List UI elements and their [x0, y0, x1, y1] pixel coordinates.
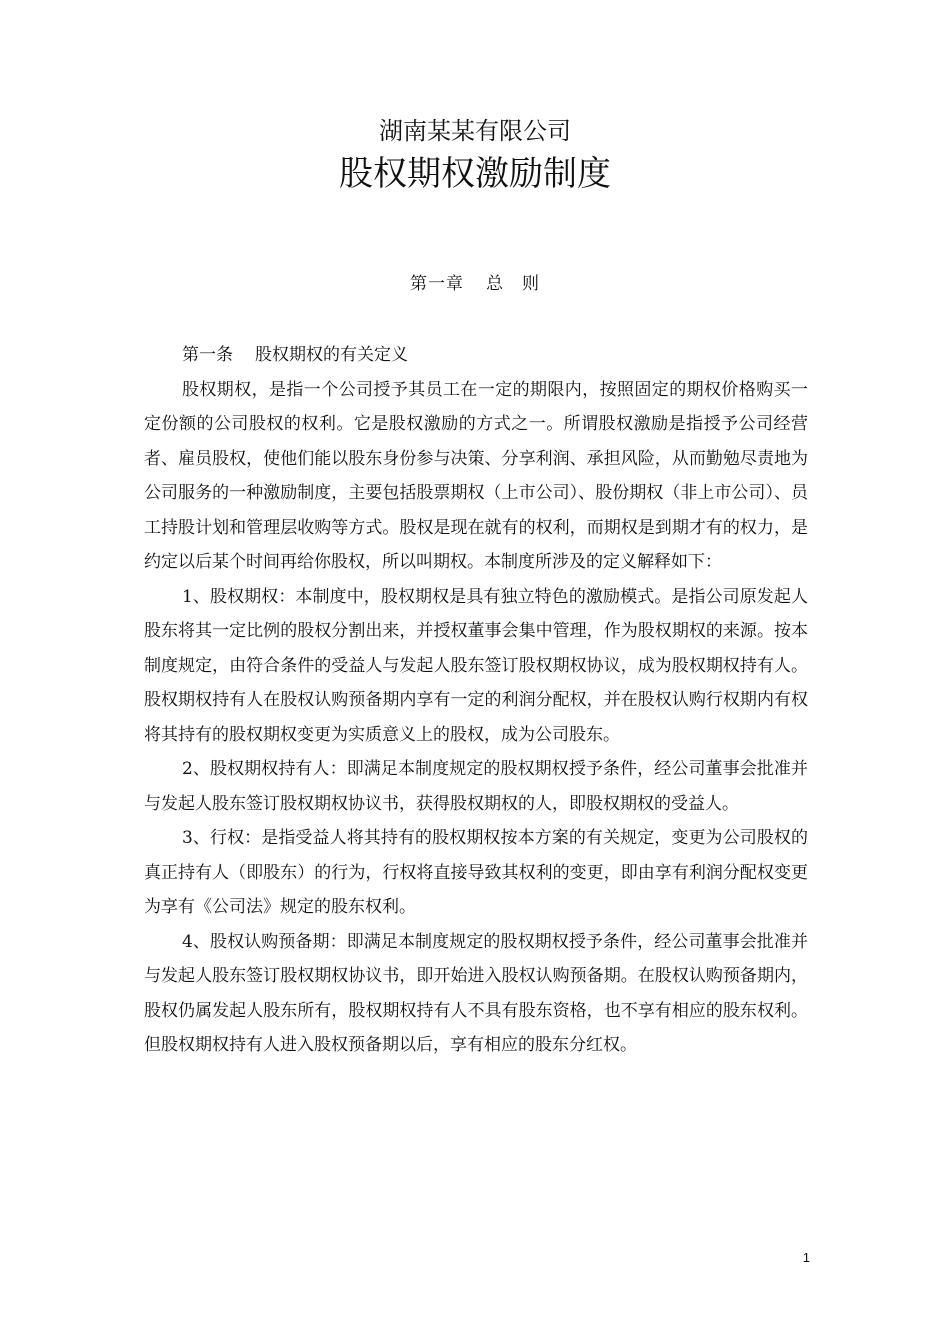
- paragraph-item-2: 2、股权期权持有人：即满足本制度规定的股权期权授予条件，经公司董事会批准并与发起人股东签订股权期权协议书，获得股权期权的人，即股权期权的受益人。: [144, 759, 808, 814]
- paragraph-item-1: 1、股权期权：本制度中，股权期权是具有独立特色的激励模式。是指公司原发起人股东将其一定比例的股权分割出来，并授权董事会集中管理，作为股权期权的来源。按本制度规定，由符合条件的受益人与发起人股东签订股权期权协议，成为股权期权持有人。股权期权持有人在股权认购预备期内享有一定的利润分配权，并在股权认购行权期内有权将其持有的股权期权变更为实质意义上的股权，成为公司股东。: [144, 586, 808, 745]
- document-body: [144, 338, 808, 1063]
- chapter-heading: [0, 270, 950, 298]
- document-title: 股权期权激励制度: [339, 154, 611, 194]
- paragraph-item-3: 3、行权：是指受益人将其持有的股权期权按本方案的有关规定，变更为公司股权的真正持有人（即股东）的行为，行权将直接导致其权利的变更，即由享有利润分配权变更为享有《公司法》规定的股东权利。: [144, 828, 808, 917]
- article-title: 股权期权的有关定义: [255, 345, 408, 365]
- chapter-name-part1: 总: [486, 274, 504, 294]
- company-name: 湖南某某有限公司: [379, 117, 571, 145]
- article-number: 第一条: [182, 345, 233, 365]
- paragraph-item-4: 4、股权认购预备期：即满足本制度规定的股权期权授予条件，经公司董事会批准并与发起人股东签订股权期权协议书，即开始进入股权认购预备期。在股权认购预备期内，股权仍属发起人股东所有，股权期权持有人不具有股东资格，也不享有相应的股东权利。但股权期权持有人进入股权预备期以后，享有相应的股东分红权。: [144, 931, 808, 1055]
- article-heading: [144, 338, 808, 373]
- page-number: 1: [802, 1250, 810, 1265]
- paragraph-definition: 股权期权，是指一个公司授予其员工在一定的期限内，按照固定的期权价格购买一定份额的公司股权的权利。它是股权激励的方式之一。所谓股权激励是指授予公司经营者、雇员股权，使他们能以股东身份参与决策、分享利润、承担风险，从而勤勉尽责地为公司服务的一种激励制度，主要包括股票期权（上市公司）、股份期权（非上市公司）、员工持股计划和管理层收购等方式。股权是现在就有的权利，而期权是到期才有的权力，是约定以后某个时间再给你股权，所以叫期权。本制度所涉及的定义解释如下：: [144, 379, 808, 572]
- chapter-name-part2: 则: [522, 274, 540, 294]
- chapter-number: 第一章: [410, 274, 464, 294]
